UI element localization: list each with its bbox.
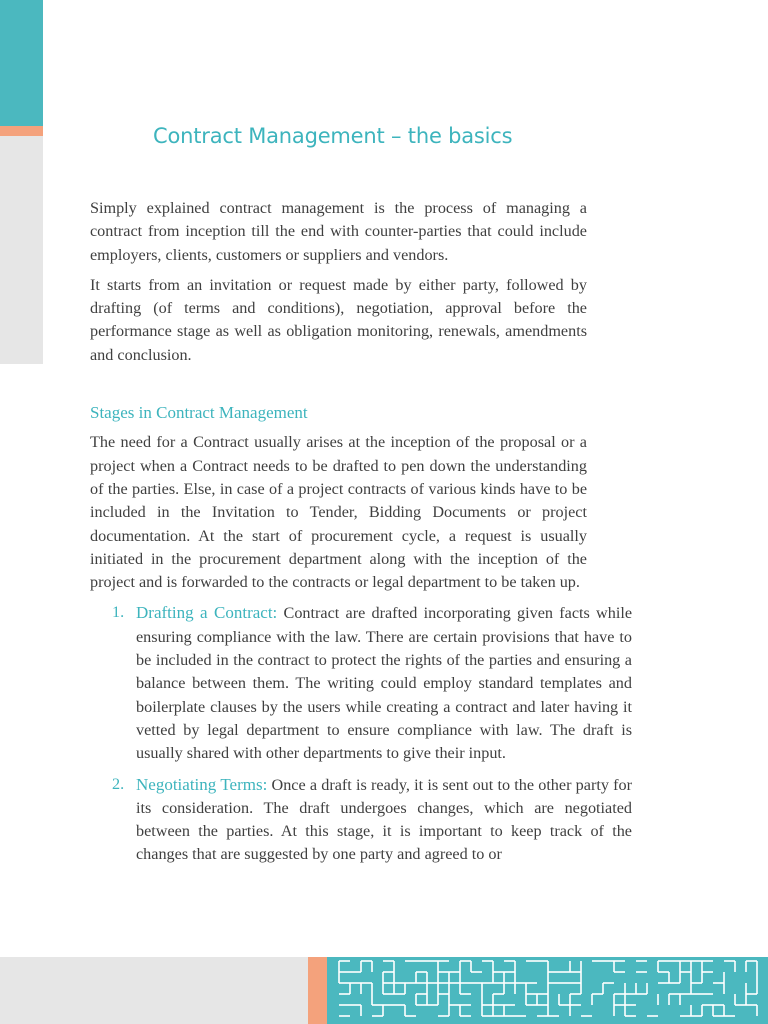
stages-list [90, 601, 632, 866]
document-body [90, 197, 633, 874]
page-title: Contract Management – the basics [153, 124, 513, 148]
section-heading: Stages in Contract Management [90, 403, 308, 423]
list-item-term: Drafting a Contract: [136, 603, 278, 623]
list-item-term: Negotiating Terms: [136, 774, 268, 794]
list-item-number: 1. [112, 603, 125, 622]
list-item-text: Once a draft is ready, it is sent out to the other party for its consideration. The draft undergoes changes, which are negotiated between the parties. At this stage, it is important to keep track of the changes that are suggested by one party and agreed to or [136, 775, 633, 864]
sidebar-accent-bar [0, 0, 43, 126]
section-paragraph: The need for a Contract usually arises at the inception of the proposal or a project when a Contract needs to be drafted to pen down the understanding of the parties. Else, in case of a project contracts of various kinds have to be included in the Invitation to Tender, Bidding Documents or project documentation. At the start of procurement cycle, a request is usually initiated in the procurement department along with the inception of the project and is forwarded to the contracts or legal department to be taken up. [90, 433, 587, 592]
footer-maze-pattern [327, 957, 768, 1024]
intro-paragraph-2: It starts from an invitation or request made by either party, followed by drafting (of terms and conditions), negotiation, approval before the performance stage as well as obligation monitoring, renewals, amendments and conclusion. [90, 275, 587, 364]
sidebar-orange-stripe [0, 126, 43, 136]
list-item-number: 2. [112, 774, 125, 793]
footer-gray-band [0, 957, 308, 1024]
list-item-text: Contract are drafted incorporating given facts while ensuring compliance with the law. There are certain provisions that have to be included in the contract to protect the rights of the parties and ensuring a balance between them. The writing could employ standard templates and boilerplate clauses by the users while creating a contract and later having it vetted by legal department to ensure compliance with law. The draft is usually shared with other departments to give their input. [136, 604, 632, 763]
list-item [90, 601, 632, 765]
sidebar-gray-panel [0, 136, 43, 364]
intro-paragraph-1: Simply explained contract management is the process of managing a contract from inception till the end with counter-parties that could include employers, clients, customers or suppliers and vendors. [90, 199, 587, 264]
list-item [90, 773, 632, 867]
footer-orange-stripe [308, 957, 327, 1024]
